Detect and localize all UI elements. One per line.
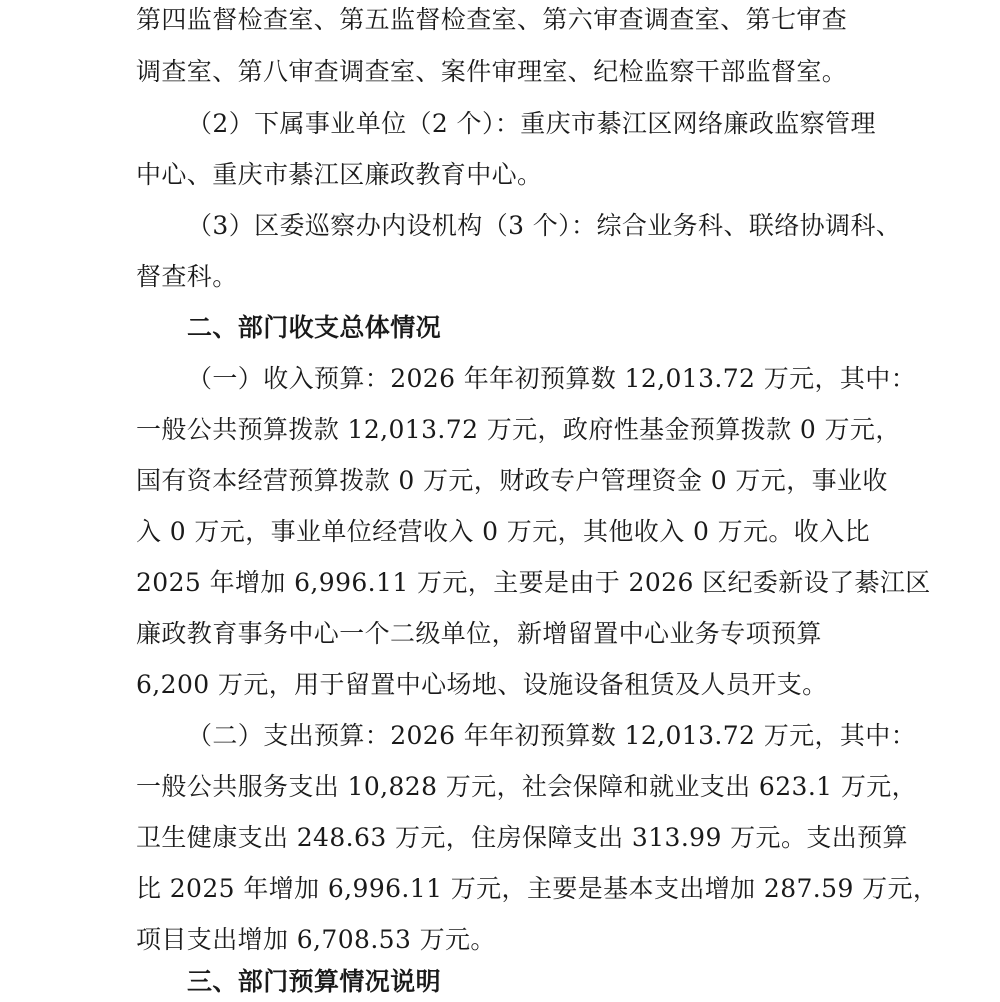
paragraph-line: 国有资本经营预算拨款 0 万元，财政专户管理资金 0 万元，事业收 xyxy=(136,466,888,495)
paragraph-line: 比 2025 年增加 6,996.11 万元，主要是基本支出增加 287.59 万元， xyxy=(136,874,939,903)
paragraph-line: 卫生健康支出 248.63 万元，住房保障支出 313.99 万元。支出预算 xyxy=(136,823,908,852)
paragraph-line: 2025 年增加 6,996.11 万元，主要是由于 2026 区纪委新设了綦江区 xyxy=(136,568,931,597)
paragraph-line: 入 0 万元，事业单位经营收入 0 万元，其他收入 0 万元。收入比 xyxy=(136,517,870,546)
paragraph-line: 一般公共服务支出 10,828 万元，社会保障和就业支出 623.1 万元， xyxy=(136,772,918,801)
section-heading: 三、部门预算情况说明 xyxy=(187,967,442,996)
paragraph-line: （一）收入预算：2026 年年初预算数 12,013.72 万元，其中： xyxy=(187,364,917,393)
section-heading: 二、部门收支总体情况 xyxy=(187,313,442,342)
paragraph-line: 廉政教育事务中心一个二级单位，新增留置中心业务专项预算 xyxy=(136,619,822,648)
paragraph-line: 项目支出增加 6,708.53 万元。 xyxy=(136,925,496,954)
paragraph-line: 督查科。 xyxy=(136,262,238,291)
paragraph-line: （2）下属事业单位（2 个）：重庆市綦江区网络廉政监察管理 xyxy=(187,109,876,138)
paragraph-line: 6,200 万元，用于留置中心场地、设施设备租赁及人员开支。 xyxy=(136,670,828,699)
paragraph-line: （二）支出预算：2026 年年初预算数 12,013.72 万元，其中： xyxy=(187,721,917,750)
paragraph-line: 调查室、第八审查调查室、案件审理室、纪检监察干部监督室。 xyxy=(136,57,848,86)
paragraph-line: 一般公共预算拨款 12,013.72 万元，政府性基金预算拨款 0 万元， xyxy=(136,415,901,444)
paragraph-line: （3）区委巡察办内设机构（3 个）：综合业务科、联络协调科、 xyxy=(187,211,902,240)
paragraph-line: 第四监督检查室、第五监督检查室、第六审查调查室、第七审查 xyxy=(136,5,848,34)
paragraph-line: 中心、重庆市綦江区廉政教育中心。 xyxy=(136,160,543,189)
